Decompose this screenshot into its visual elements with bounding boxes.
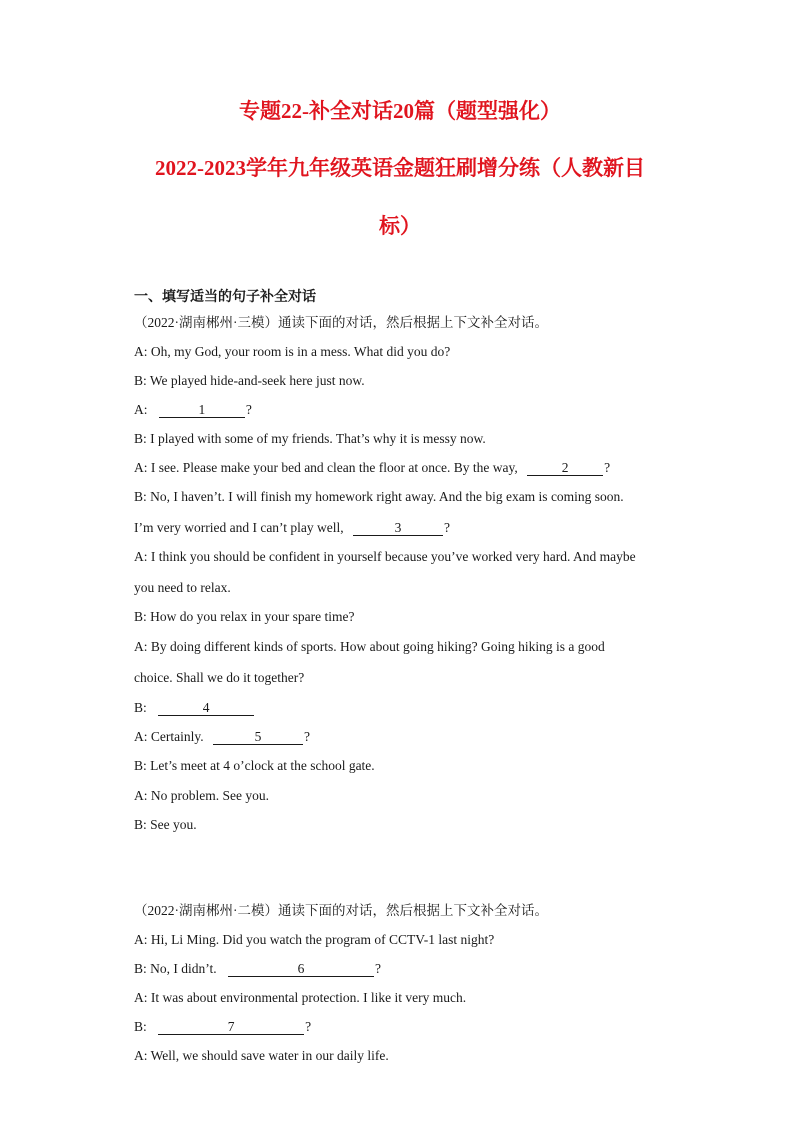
speaker-label: B: [134,700,147,715]
passage1-line-8: A: I think you should be confident in yourself because you’ve worked very hard. And maybe [134,549,636,564]
passage1-line-17: B: See you. [134,817,197,832]
passage1-line-16: A: No problem. See you. [134,788,269,803]
passage1-line-10: B: How do you relax in your spare time? [134,609,355,624]
page-title-line-1: 专题22-补全对话20篇（题型强化） [239,99,561,123]
line-text: A: I see. Please make your bed and clean the floor at once. By the way, [134,460,518,475]
answer-blank-1[interactable]: 1 [159,402,245,418]
passage1-line-13 [134,699,255,717]
line-text: I’m very worried and I can’t play well, [134,520,344,535]
passage1-line-14 [134,728,310,746]
passage1-line-12: choice. Shall we do it together? [134,670,305,685]
line-text: A: Certainly. [134,729,204,744]
answer-blank-3[interactable]: 3 [353,520,443,536]
line-end: ? [375,961,382,976]
passage2-line-1: A: Hi, Li Ming. Did you watch the program of CCTV-1 last night? [134,932,495,947]
passage2-source: （2022·湖南郴州·二模）通读下面的对话，然后根据上下文补全对话。 [134,903,548,918]
passage2-line-3: A: It was about environmental protection. I like it very much. [134,990,467,1005]
line-end: ? [245,402,252,417]
line-end: ? [604,460,611,475]
passage2-line-2 [134,960,381,978]
answer-blank-5[interactable]: 5 [213,729,303,745]
answer-blank-6[interactable]: 6 [228,961,374,977]
speaker-label: A: [134,402,148,417]
passage2-line-5: A: Well, we should save water in our daily life. [134,1048,389,1063]
passage1-line-2: B: We played hide-and-seek here just now. [134,373,365,388]
answer-blank-2[interactable]: 2 [527,460,603,476]
line-text: B: No, I didn’t. [134,961,217,976]
page-title-line-3: 标） [379,214,421,238]
answer-blank-7[interactable]: 7 [158,1019,304,1035]
passage1-source: （2022·湖南郴州·三模）通读下面的对话，然后根据上下文补全对话。 [134,315,548,330]
passage1-line-1: A: Oh, my God, your room is in a mess. What did you do? [134,344,451,359]
line-end: ? [444,520,451,535]
passage1-line-5 [134,459,610,477]
line-end: ? [305,1019,312,1034]
passage1-line-6: B: No, I haven’t. I will finish my homework right away. And the big exam is coming soon. [134,489,624,504]
passage1-line-3 [134,401,252,419]
page-title-line-2: 2022-2023学年九年级英语金题狂刷增分练（人教新目 [155,156,645,180]
section-heading: 一、填写适当的句子补全对话 [134,290,316,305]
answer-blank-4[interactable]: 4 [158,700,254,716]
passage1-line-15: B: Let’s meet at 4 o’clock at the school gate. [134,758,375,773]
speaker-label: B: [134,1019,147,1034]
line-end: ? [303,729,310,744]
passage1-line-7 [134,519,450,537]
passage1-line-9: you need to relax. [134,580,231,595]
passage1-line-11: A: By doing different kinds of sports. How about going hiking? Going hiking is a good [134,639,605,654]
passage2-line-4 [134,1018,311,1036]
passage1-line-4: B: I played with some of my friends. That’s why it is messy now. [134,431,486,446]
